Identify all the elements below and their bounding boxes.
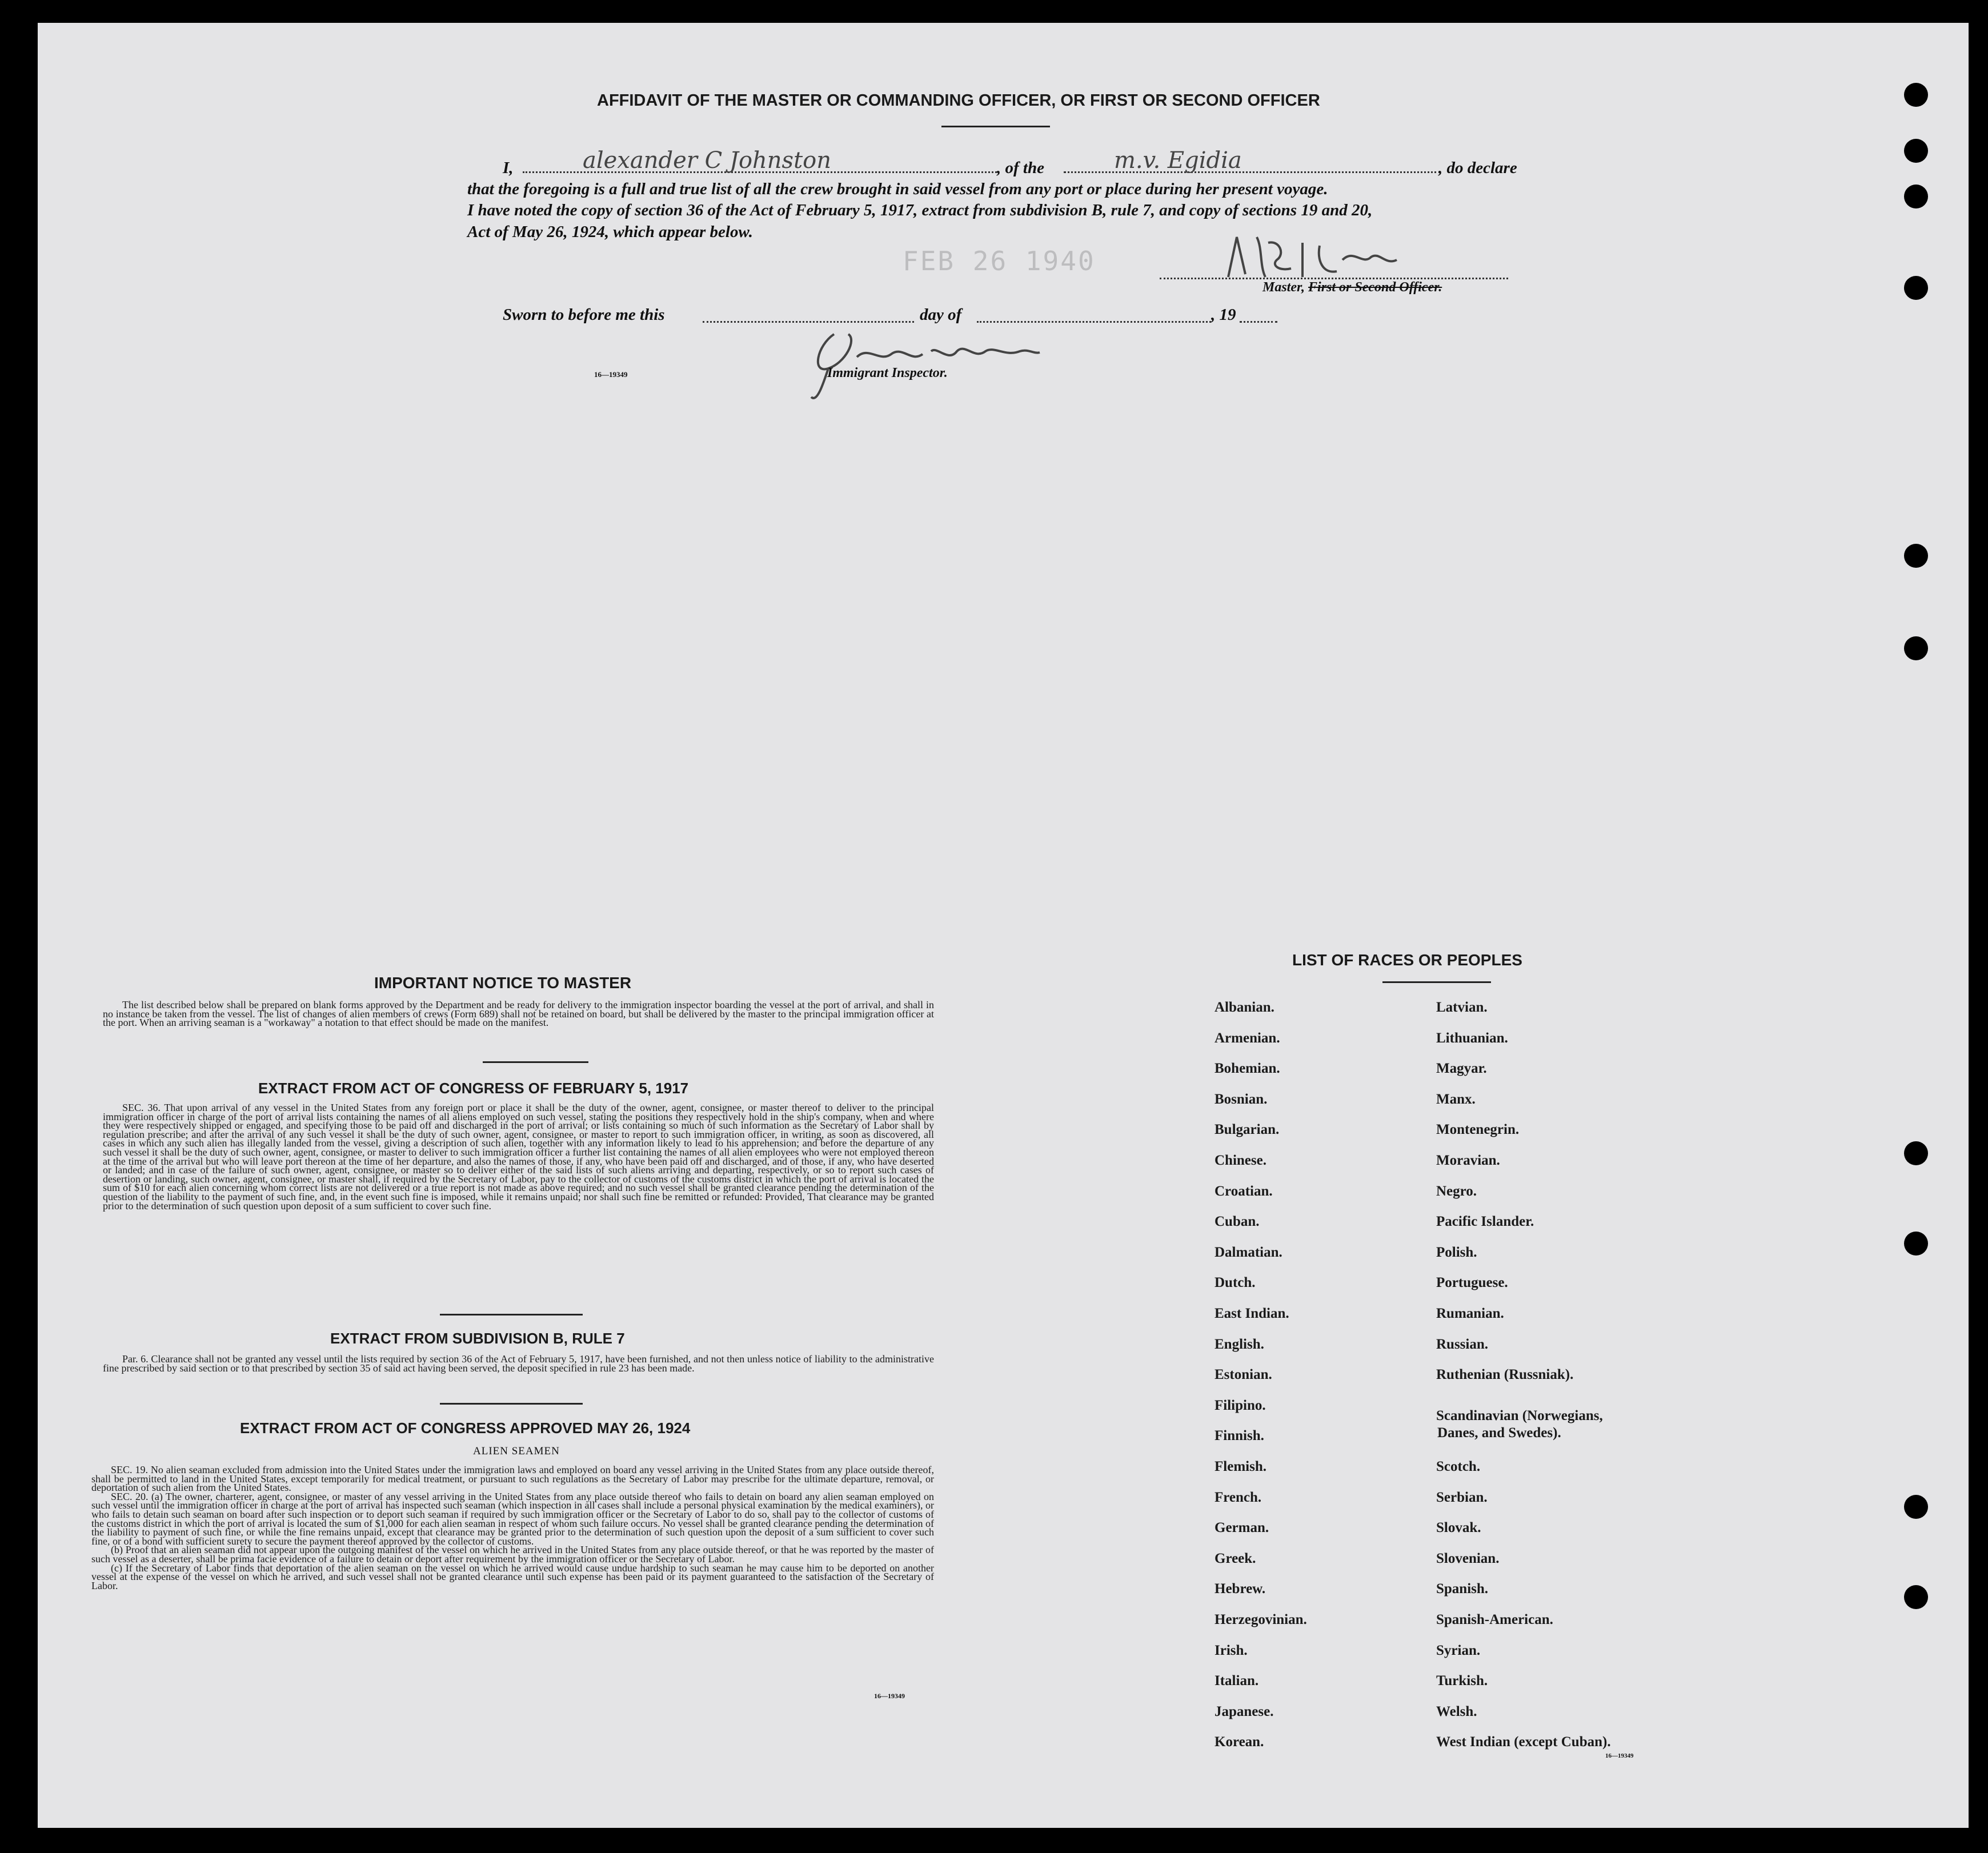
race-item: German. [1215, 1520, 1269, 1536]
race-item: Serbian. [1436, 1489, 1488, 1505]
race-item: Welsh. [1436, 1703, 1477, 1719]
race-item: Rumanian. [1436, 1306, 1504, 1321]
race-item: Slovak. [1436, 1520, 1481, 1536]
sec-20a-paragraph: SEC. 20. (a) The owner, charterer, agent, consignee, or master of any vessel arriving in the United States from any place outside thereof who fails to detain on board any alien seaman employed on such vessel until the immigration officer in charge at the port of arrival has inspected such seaman (which inspection in all cases shall include a personal physical examination by the medical examiners), or who fails to detain such seaman on board after such inspection or to deport such seaman if required by such immigration officer or the Secretary of Labor to do so, shall pay to the collector of customs of the customs district in which the port of arrival is located the sum of $1,000 for each alien seaman in respect of whom such failure occurs. No vessel shall be granted clearance pending the determination of the liability to payment of such fine, or while the fine remains unpaid, except that clearance may be granted prior to the determination of such question upon the deposit of a sum sufficient to cover such fine, or of a bond with sufficient surety to secure the payment thereof approved by the collector of customs. [91, 1490, 934, 1547]
race-item: Moravian. [1436, 1153, 1500, 1168]
race-item: Estonian. [1215, 1367, 1272, 1383]
race-item: Greek. [1215, 1550, 1256, 1566]
do-declare-label: , do declare [1438, 159, 1517, 177]
race-item: Ruthenian (Russniak). [1436, 1367, 1574, 1383]
race-item: Herzegovinian. [1215, 1612, 1307, 1627]
extract-rule7-title: EXTRACT FROM SUBDIVISION B, RULE 7 [330, 1330, 625, 1347]
extract-1917-rule [440, 1314, 583, 1315]
notice-title: IMPORTANT NOTICE TO MASTER [374, 974, 632, 992]
race-item: Cuban. [1215, 1214, 1260, 1230]
punch-hole [1904, 276, 1928, 300]
race-item: Filipino. [1215, 1397, 1266, 1413]
race-item: Magyar. [1436, 1061, 1487, 1077]
race-item: Pacific Islander. [1436, 1214, 1534, 1230]
race-item: Bohemian. [1215, 1061, 1280, 1077]
race-item: Montenegrin. [1436, 1122, 1520, 1138]
race-item: Korean. [1215, 1734, 1264, 1750]
race-item: Syrian. [1436, 1642, 1481, 1658]
master-signature [1223, 226, 1405, 283]
extract-rule7-text [103, 1355, 934, 1373]
master-name-handwritten: alexander C Johnston [583, 147, 831, 174]
race-item: Russian. [1436, 1336, 1489, 1352]
sworn-label: Sworn to before me this [503, 306, 665, 324]
of-the-label: , of the [997, 159, 1044, 177]
affidavit-line-2: that the foregoing is a full and true list of all the crew brought in said vessel from any port or place during her present voyage. [467, 180, 1328, 198]
inspector-label: Immigrant Inspector. [827, 366, 948, 380]
race-item: Slovenian. [1436, 1550, 1500, 1566]
affidavit-line-4: Act of May 26, 1924, which appear below. [467, 223, 753, 241]
master-signature-line [1160, 278, 1508, 279]
sec-20c-paragraph: (c) If the Secretary of Labor finds that deportation of the alien seaman on the vessel on which he arrived would cause undue hardship to such seaman he may cause him to be deported on another vessel at the expense of the vessel on which he arrived, and such vessel shall not be granted clearance until such expense has been paid or its payment guaranteed to the satisfaction of the Secretary of Labor. [91, 1562, 934, 1591]
race-item: Armenian. [1215, 1030, 1280, 1046]
race-item: Italian. [1215, 1673, 1259, 1689]
race-item: Lithuanian. [1436, 1030, 1508, 1046]
vessel-name-handwritten: m.v. Egidia [1114, 147, 1242, 174]
race-item: Hebrew. [1215, 1581, 1266, 1597]
sec-36-paragraph: SEC. 36. That upon arrival of any vessel in the United States from any foreign port or place it shall be the duty of the owner, agent, consignee, or master thereof to deliver to the principal immigration officer in charge of the port of arrival lists containing the names of all aliens employed on such vessel, stating the positions they respectively hold in the ship's company, when and where they were respectively shipped or engaged, and specifying those to be paid off and discharged in the port of arrival; or lists containing so much of such information as the Secretary of Labor shall by regulation prescribe; and after the arrival of any such vessel it shall be the duty of such owner, agent, consignee, or master to report to such immigration officer, in writing, as soon as discovered, all cases in which any such alien has illegally landed from the vessel, giving a description of such alien, together with any information likely to lead to his apprehension; and before the departure of any such vessel it shall be the duty of such owner, agent, consignee, or master to deliver to such immigration officer a further list containing the names of all alien employees who were not employed thereon at the time of the arrival but who will leave port thereon at the time of her departure, and also the names of those, if any, who have been paid off and discharged, and of those, if any, who have deserted or landed; and in case of the failure of such owner, agent, consignee, or master so to deliver either of the said lists of such aliens arriving and departing, respectively, or so to report such cases of desertion or landing, such owner, agent, consignee, or master shall, if required by the Secretary of Labor, pay to the collector of customs of the customs district in which the port of arrival is located the sum of $10 for each alien concerning whom correct lists are not delivered or a true report is not made as above required; and no such vessel shall be granted clearance pending the determination of the question of the liability to the payment of such fine, and, in the event such fine is imposed, while it remains unpaid; nor shall such fine be remitted or refunded: Provided, That clearance may be granted prior to the determination of such question upon deposit of a sum sufficient to cover such fine. [103, 1102, 934, 1212]
notice-text [103, 1001, 934, 1028]
race-item: Scandinavian (Norwegians, [1436, 1407, 1603, 1423]
affidavit-line-3: I have noted the copy of section 36 of the Act of February 5, 1917, extract from subdivision B, rule 7, and copy of sections 19 and 20, [467, 201, 1373, 219]
race-item: Dutch. [1215, 1275, 1256, 1291]
notice-paragraph: The list described below shall be prepared on blank forms approved by the Department and be ready for delivery to the immigration inspector boarding the vessel at the port of arrival, and shall in no instance be taken from the vessel. The list of changes of alien members of crews (Form 689) shall not be retained on board, but shall be delivered by the master to the principal immigration officer at the port. When an arriving seaman is a "workaway" a notation to that effect should be made on the manifest. [103, 999, 934, 1029]
race-item: Finnish. [1215, 1428, 1264, 1444]
punch-hole [1904, 636, 1928, 660]
extract-1924-title: EXTRACT FROM ACT OF CONGRESS APPROVED MAY 26, 1924 [240, 1419, 691, 1437]
race-item: Negro. [1436, 1183, 1477, 1199]
extract-1924-text [91, 1466, 934, 1590]
race-item: Scotch. [1436, 1459, 1481, 1474]
punch-hole [1904, 139, 1928, 163]
race-item: English. [1215, 1336, 1264, 1352]
sec-19-paragraph: SEC. 19. No alien seaman excluded from admission into the United States under the immigration laws and employed on board any vessel arriving in the United States from any place outside thereof, shall be permitted to land in the United States, except temporarily for medical treatment, or pursuant to such regulations as the Secretary of Labor may prescribe for the ultimate departure, removal, or deportation of such alien from the United States. [91, 1464, 934, 1494]
punch-hole [1904, 544, 1928, 568]
notice-rule [483, 1061, 588, 1063]
year-prefix: , 19 [1211, 306, 1236, 324]
race-item: Polish. [1436, 1244, 1477, 1260]
race-item: Manx. [1436, 1091, 1476, 1107]
races-title: LIST OF RACES OR PEOPLES [1292, 951, 1522, 969]
affidavit-form-number: 16—19349 [594, 370, 628, 379]
race-item: East Indian. [1215, 1306, 1289, 1321]
punch-hole [1904, 1495, 1928, 1519]
race-item: Spanish. [1436, 1581, 1489, 1597]
punch-hole [1904, 1585, 1928, 1609]
master-title [1262, 280, 1442, 295]
race-item: Latvian. [1436, 1000, 1488, 1015]
rule7-paragraph: Par. 6. Clearance shall not be granted any vessel until the lists required by section 36 of the Act of February 5, 1917, have been furnished, and not then unless notice of liability to the administrative fine prescribed by said section or to that prescribed by section 35 of said act having been served, the deposit specified in rule 23 has been made. [103, 1353, 934, 1374]
race-item: Chinese. [1215, 1153, 1266, 1168]
race-item: Portuguese. [1436, 1275, 1508, 1291]
affidavit-title: AFFIDAVIT OF THE MASTER OR COMMANDING OFFICER, OR FIRST OR SECOND OFFICER [597, 91, 1320, 110]
race-item: Irish. [1215, 1642, 1248, 1658]
master-title-kept: Master, [1262, 280, 1305, 295]
i-label: I, [503, 159, 514, 177]
races-form-number: 16—19349 [1605, 1752, 1634, 1759]
punch-hole [1904, 1232, 1928, 1256]
race-item: Bulgarian. [1215, 1122, 1280, 1138]
extract-1917-text [103, 1104, 934, 1210]
race-item: Dalmatian. [1215, 1244, 1282, 1260]
sworn-year-line [1240, 321, 1277, 323]
punch-hole [1904, 185, 1928, 208]
race-item: Albanian. [1215, 1000, 1274, 1015]
extract-rule7-rule [440, 1403, 583, 1405]
punch-hole [1904, 1141, 1928, 1165]
extract-1917-title: EXTRACT FROM ACT OF CONGRESS OF FEBRUARY 5, 1917 [258, 1080, 689, 1097]
race-item: Japanese. [1215, 1703, 1274, 1719]
race-item: French. [1215, 1489, 1262, 1505]
extract-form-number: 16—19349 [874, 1692, 905, 1700]
alien-seamen-subtitle: ALIEN SEAMEN [473, 1445, 560, 1457]
title-rule [941, 126, 1050, 127]
race-item: West Indian (except Cuban). [1436, 1734, 1611, 1750]
race-item: Spanish-American. [1436, 1612, 1553, 1627]
sec-20b-paragraph: (b) Proof that an alien seaman did not appear upon the outgoing manifest of the vessel on which he arrived in the United States from any place outside thereof, or that he was reported by the master of such vessel as a deserter, shall be prima facie evidence of a failure to detain or deport after requirement by the immigration officer or the Secretary of Labor. [91, 1544, 934, 1565]
master-title-struck: First or Second Officer. [1308, 280, 1442, 295]
races-rule [1382, 981, 1491, 983]
race-item: Bosnian. [1215, 1091, 1268, 1107]
race-item: Flemish. [1215, 1459, 1266, 1474]
date-stamp: FEB 26 1940 [903, 246, 1096, 276]
day-of-label: day of [920, 306, 962, 324]
punch-hole [1904, 83, 1928, 107]
race-item: Croatian. [1215, 1183, 1273, 1199]
race-item: Danes, and Swedes). [1437, 1425, 1561, 1441]
race-item: Turkish. [1436, 1673, 1488, 1689]
